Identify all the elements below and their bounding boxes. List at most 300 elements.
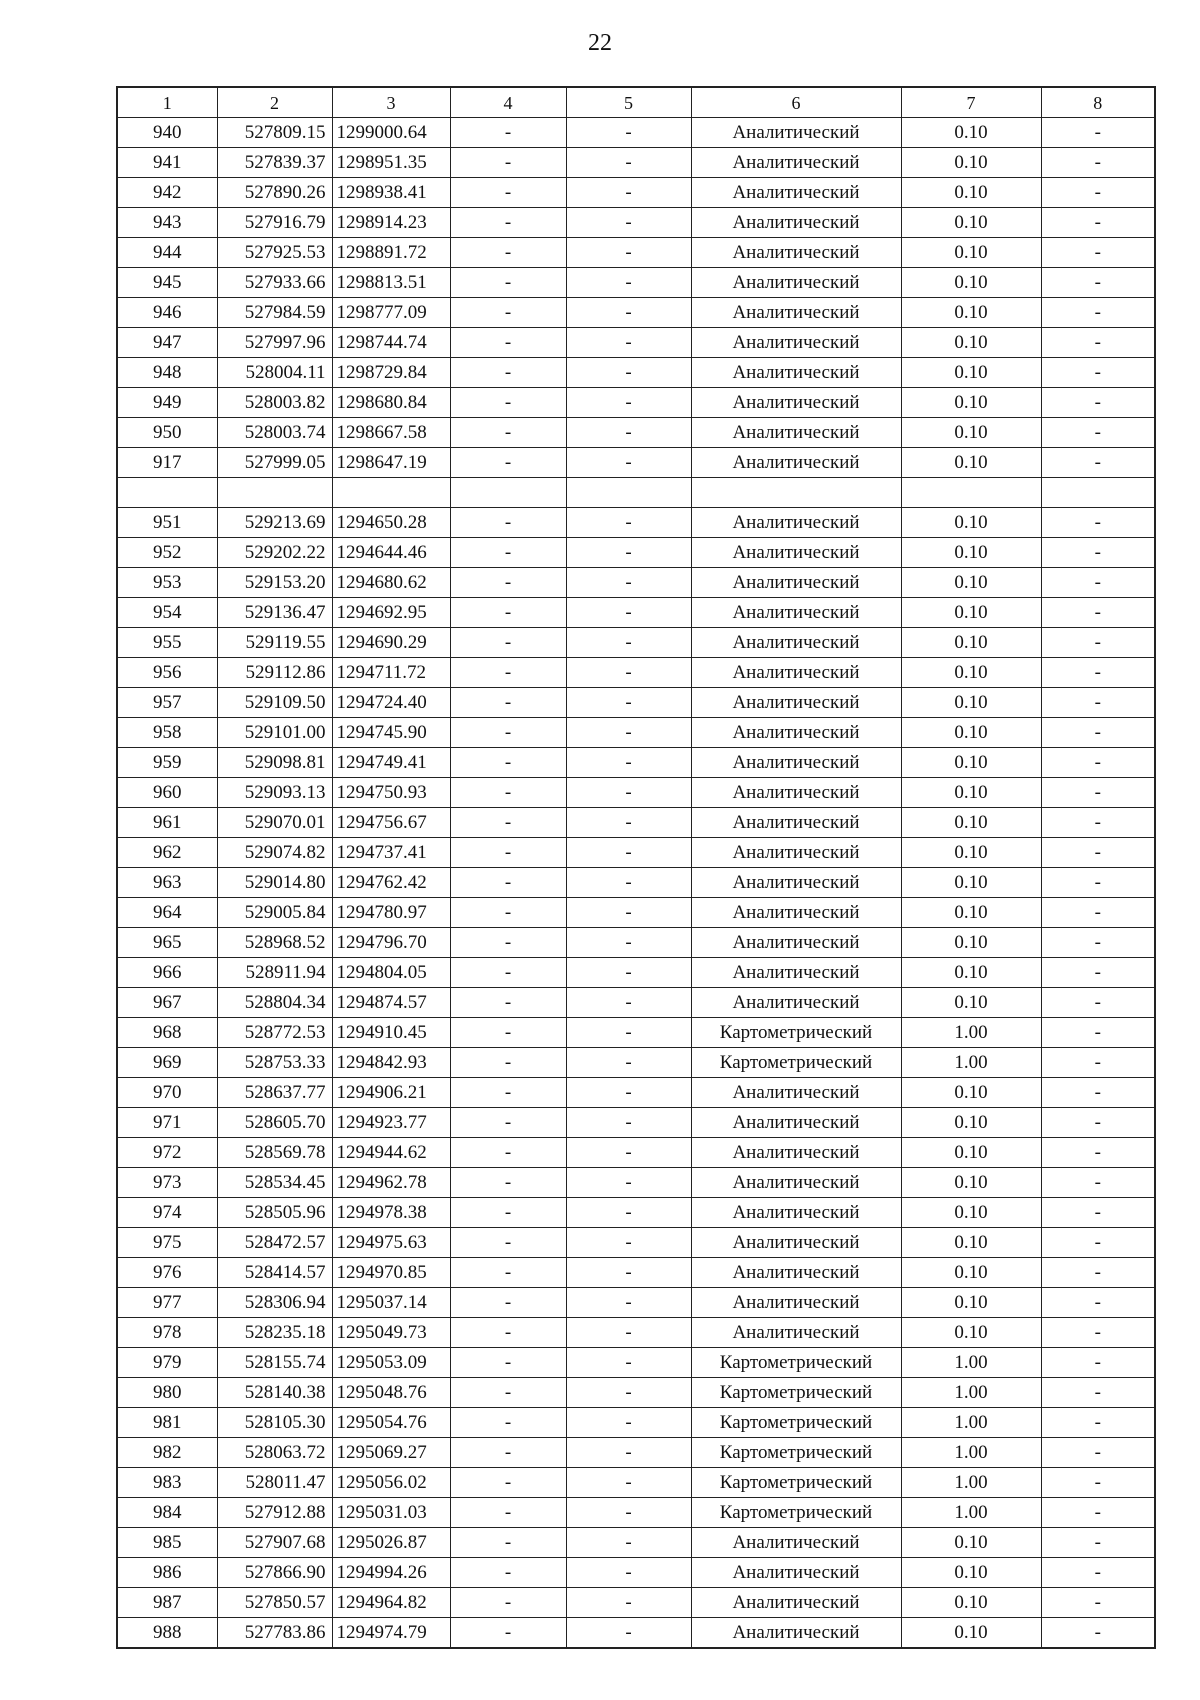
column-5-cell: - (566, 1468, 691, 1498)
column-8-cell: - (1041, 868, 1155, 898)
y-coordinate-cell: 1298647.19 (332, 448, 450, 478)
table-row (117, 1078, 1155, 1108)
y-coordinate-cell: 1294644.46 (332, 538, 450, 568)
method-cell: Картометрический (691, 1408, 901, 1438)
column-4-cell: - (450, 1498, 566, 1528)
y-coordinate-cell: 1298891.72 (332, 238, 450, 268)
column-4-cell: - (450, 1348, 566, 1378)
column-5-cell: - (566, 508, 691, 538)
y-coordinate-cell: 1294724.40 (332, 688, 450, 718)
column-5-cell: - (566, 1588, 691, 1618)
point-number-cell: 963 (117, 868, 217, 898)
column-4-cell: - (450, 898, 566, 928)
method-cell: Аналитический (691, 1168, 901, 1198)
accuracy-cell: 0.10 (901, 688, 1041, 718)
x-coordinate-cell: 528804.34 (217, 988, 332, 1018)
point-number-cell: 987 (117, 1588, 217, 1618)
column-5-cell: - (566, 1438, 691, 1468)
table-row (117, 1588, 1155, 1618)
page-number: 22 (588, 30, 612, 56)
column-header-6: 6 (691, 87, 901, 118)
accuracy-cell: 0.10 (901, 508, 1041, 538)
method-cell: Аналитический (691, 1558, 901, 1588)
column-4-cell: - (450, 1228, 566, 1258)
method-cell: Аналитический (691, 778, 901, 808)
column-8-cell: - (1041, 1138, 1155, 1168)
point-number-cell: 980 (117, 1378, 217, 1408)
column-8-cell: - (1041, 418, 1155, 448)
method-cell: Аналитический (691, 1588, 901, 1618)
y-coordinate-cell: 1295049.73 (332, 1318, 450, 1348)
point-number-cell: 955 (117, 628, 217, 658)
x-coordinate-cell: 528011.47 (217, 1468, 332, 1498)
accuracy-cell: 1.00 (901, 1048, 1041, 1078)
y-coordinate-cell: 1295031.03 (332, 1498, 450, 1528)
x-coordinate-cell: 528414.57 (217, 1258, 332, 1288)
column-5-cell (566, 478, 691, 508)
column-5-cell: - (566, 958, 691, 988)
x-coordinate-cell: 527850.57 (217, 1588, 332, 1618)
y-coordinate-cell: 1298914.23 (332, 208, 450, 238)
accuracy-cell: 0.10 (901, 538, 1041, 568)
x-coordinate-cell: 528003.82 (217, 388, 332, 418)
point-number-cell: 985 (117, 1528, 217, 1558)
x-coordinate-cell: 527916.79 (217, 208, 332, 238)
x-coordinate-cell: 528472.57 (217, 1228, 332, 1258)
column-4-cell: - (450, 658, 566, 688)
accuracy-cell: 0.10 (901, 358, 1041, 388)
point-number-cell: 972 (117, 1138, 217, 1168)
column-5-cell: - (566, 1198, 691, 1228)
table-row (117, 958, 1155, 988)
point-number-cell: 979 (117, 1348, 217, 1378)
column-8-cell: - (1041, 1558, 1155, 1588)
y-coordinate-cell: 1294910.45 (332, 1018, 450, 1048)
method-cell: Картометрический (691, 1048, 901, 1078)
column-8-cell: - (1041, 1228, 1155, 1258)
y-coordinate-cell: 1295037.14 (332, 1288, 450, 1318)
column-8-cell: - (1041, 718, 1155, 748)
accuracy-cell: 0.10 (901, 298, 1041, 328)
method-cell: Аналитический (691, 868, 901, 898)
method-cell: Аналитический (691, 298, 901, 328)
accuracy-cell: 0.10 (901, 118, 1041, 148)
column-8-cell: - (1041, 988, 1155, 1018)
column-8-cell: - (1041, 358, 1155, 388)
y-coordinate-cell: 1294970.85 (332, 1258, 450, 1288)
y-coordinate-cell: 1294978.38 (332, 1198, 450, 1228)
column-8-cell: - (1041, 928, 1155, 958)
point-number-cell: 956 (117, 658, 217, 688)
method-cell (691, 478, 901, 508)
x-coordinate-cell: 527984.59 (217, 298, 332, 328)
accuracy-cell: 0.10 (901, 1198, 1041, 1228)
method-cell: Картометрический (691, 1378, 901, 1408)
point-number-cell: 940 (117, 118, 217, 148)
point-number-cell: 949 (117, 388, 217, 418)
point-number-cell: 962 (117, 838, 217, 868)
y-coordinate-cell: 1295026.87 (332, 1528, 450, 1558)
table-row (117, 1198, 1155, 1228)
table-row (117, 118, 1155, 148)
point-number-cell: 969 (117, 1048, 217, 1078)
method-cell: Аналитический (691, 208, 901, 238)
y-coordinate-cell: 1298951.35 (332, 148, 450, 178)
y-coordinate-cell (332, 478, 450, 508)
x-coordinate-cell: 529074.82 (217, 838, 332, 868)
column-4-cell: - (450, 868, 566, 898)
column-4-cell: - (450, 508, 566, 538)
method-cell: Аналитический (691, 748, 901, 778)
table-row (117, 898, 1155, 928)
table-row (117, 1468, 1155, 1498)
column-4-cell: - (450, 838, 566, 868)
column-4-cell: - (450, 1318, 566, 1348)
method-cell: Картометрический (691, 1438, 901, 1468)
column-5-cell: - (566, 448, 691, 478)
table-row (117, 1528, 1155, 1558)
table-row (117, 988, 1155, 1018)
table-row (117, 388, 1155, 418)
column-5-cell: - (566, 1288, 691, 1318)
point-number-cell: 942 (117, 178, 217, 208)
table-row (117, 538, 1155, 568)
column-4-cell: - (450, 538, 566, 568)
accuracy-cell: 0.10 (901, 1318, 1041, 1348)
accuracy-cell: 1.00 (901, 1018, 1041, 1048)
method-cell: Картометрический (691, 1348, 901, 1378)
column-5-cell: - (566, 1228, 691, 1258)
accuracy-cell (901, 478, 1041, 508)
accuracy-cell: 0.10 (901, 868, 1041, 898)
column-header-8: 8 (1041, 87, 1155, 118)
x-coordinate-cell: 529112.86 (217, 658, 332, 688)
table-row (117, 238, 1155, 268)
table-row (117, 718, 1155, 748)
y-coordinate-cell: 1294923.77 (332, 1108, 450, 1138)
column-4-cell: - (450, 628, 566, 658)
column-8-cell: - (1041, 898, 1155, 928)
y-coordinate-cell: 1298813.51 (332, 268, 450, 298)
table-row (117, 508, 1155, 538)
table-row (117, 298, 1155, 328)
method-cell: Аналитический (691, 958, 901, 988)
column-5-cell: - (566, 1258, 691, 1288)
point-number-cell: 951 (117, 508, 217, 538)
column-5-cell: - (566, 1528, 691, 1558)
y-coordinate-cell: 1294944.62 (332, 1138, 450, 1168)
x-coordinate-cell: 528004.11 (217, 358, 332, 388)
method-cell: Аналитический (691, 1528, 901, 1558)
column-5-cell: - (566, 1378, 691, 1408)
accuracy-cell: 0.10 (901, 718, 1041, 748)
accuracy-cell: 0.10 (901, 238, 1041, 268)
column-5-cell: - (566, 118, 691, 148)
x-coordinate-cell: 527925.53 (217, 238, 332, 268)
column-5-cell: - (566, 178, 691, 208)
column-4-cell: - (450, 1378, 566, 1408)
x-coordinate-cell: 528140.38 (217, 1378, 332, 1408)
accuracy-cell: 0.10 (901, 988, 1041, 1018)
column-4-cell: - (450, 418, 566, 448)
y-coordinate-cell: 1294975.63 (332, 1228, 450, 1258)
column-4-cell: - (450, 688, 566, 718)
column-5-cell: - (566, 808, 691, 838)
x-coordinate-cell: 528003.74 (217, 418, 332, 448)
x-coordinate-cell: 528105.30 (217, 1408, 332, 1438)
x-coordinate-cell: 527997.96 (217, 328, 332, 358)
method-cell: Аналитический (691, 658, 901, 688)
accuracy-cell: 0.10 (901, 1618, 1041, 1649)
method-cell: Аналитический (691, 418, 901, 448)
table-row (117, 1558, 1155, 1588)
column-5-cell: - (566, 298, 691, 328)
column-8-cell: - (1041, 1318, 1155, 1348)
column-4-cell: - (450, 1108, 566, 1138)
column-8-cell: - (1041, 778, 1155, 808)
method-cell: Аналитический (691, 358, 901, 388)
coordinates-table (116, 86, 1156, 1649)
point-number-cell: 983 (117, 1468, 217, 1498)
column-4-cell: - (450, 1438, 566, 1468)
accuracy-cell: 1.00 (901, 1378, 1041, 1408)
x-coordinate-cell: 528569.78 (217, 1138, 332, 1168)
column-8-cell: - (1041, 328, 1155, 358)
column-8-cell: - (1041, 178, 1155, 208)
accuracy-cell: 0.10 (901, 808, 1041, 838)
point-number-cell: 941 (117, 148, 217, 178)
point-number-cell: 981 (117, 1408, 217, 1438)
x-coordinate-cell: 529136.47 (217, 598, 332, 628)
column-5-cell: - (566, 838, 691, 868)
y-coordinate-cell: 1294680.62 (332, 568, 450, 598)
column-8-cell: - (1041, 1348, 1155, 1378)
point-number-cell: 943 (117, 208, 217, 238)
column-5-cell: - (566, 868, 691, 898)
table-row (117, 448, 1155, 478)
column-4-cell: - (450, 778, 566, 808)
accuracy-cell: 0.10 (901, 1558, 1041, 1588)
x-coordinate-cell: 529119.55 (217, 628, 332, 658)
column-8-cell (1041, 478, 1155, 508)
x-coordinate-cell: 529098.81 (217, 748, 332, 778)
y-coordinate-cell: 1298667.58 (332, 418, 450, 448)
accuracy-cell: 0.10 (901, 1588, 1041, 1618)
column-4-cell: - (450, 1528, 566, 1558)
accuracy-cell: 0.10 (901, 778, 1041, 808)
accuracy-cell: 0.10 (901, 1078, 1041, 1108)
column-5-cell: - (566, 658, 691, 688)
y-coordinate-cell: 1294690.29 (332, 628, 450, 658)
method-cell: Аналитический (691, 598, 901, 628)
column-4-cell: - (450, 1468, 566, 1498)
point-number-cell: 964 (117, 898, 217, 928)
column-5-cell: - (566, 358, 691, 388)
y-coordinate-cell: 1295053.09 (332, 1348, 450, 1378)
column-5-cell: - (566, 928, 691, 958)
x-coordinate-cell: 529101.00 (217, 718, 332, 748)
table-row (117, 628, 1155, 658)
method-cell: Аналитический (691, 1288, 901, 1318)
accuracy-cell: 0.10 (901, 1288, 1041, 1318)
column-8-cell: - (1041, 598, 1155, 628)
column-8-cell: - (1041, 1078, 1155, 1108)
x-coordinate-cell: 527809.15 (217, 118, 332, 148)
point-number-cell: 976 (117, 1258, 217, 1288)
y-coordinate-cell: 1299000.64 (332, 118, 450, 148)
y-coordinate-cell: 1294780.97 (332, 898, 450, 928)
column-8-cell: - (1041, 958, 1155, 988)
column-8-cell: - (1041, 568, 1155, 598)
column-4-cell: - (450, 1168, 566, 1198)
accuracy-cell: 0.10 (901, 1138, 1041, 1168)
y-coordinate-cell: 1294796.70 (332, 928, 450, 958)
column-8-cell: - (1041, 1528, 1155, 1558)
column-4-cell: - (450, 388, 566, 418)
y-coordinate-cell: 1294974.79 (332, 1618, 450, 1649)
column-4-cell: - (450, 1588, 566, 1618)
table-row (117, 568, 1155, 598)
table-row (117, 1258, 1155, 1288)
accuracy-cell: 0.10 (901, 658, 1041, 688)
column-5-cell: - (566, 1168, 691, 1198)
point-number-cell: 986 (117, 1558, 217, 1588)
column-4-cell: - (450, 148, 566, 178)
column-8-cell: - (1041, 1468, 1155, 1498)
accuracy-cell: 0.10 (901, 1168, 1041, 1198)
column-8-cell: - (1041, 118, 1155, 148)
accuracy-cell: 0.10 (901, 898, 1041, 928)
column-5-cell: - (566, 598, 691, 628)
column-8-cell: - (1041, 1588, 1155, 1618)
column-8-cell: - (1041, 838, 1155, 868)
column-8-cell: - (1041, 268, 1155, 298)
point-number-cell: 977 (117, 1288, 217, 1318)
y-coordinate-cell: 1294745.90 (332, 718, 450, 748)
column-4-cell: - (450, 208, 566, 238)
y-coordinate-cell: 1295048.76 (332, 1378, 450, 1408)
column-5-cell: - (566, 328, 691, 358)
column-5-cell: - (566, 1618, 691, 1649)
x-coordinate-cell: 528534.45 (217, 1168, 332, 1198)
y-coordinate-cell: 1294756.67 (332, 808, 450, 838)
table-row (117, 1618, 1155, 1649)
point-number-cell: 917 (117, 448, 217, 478)
point-number-cell: 950 (117, 418, 217, 448)
column-header-7: 7 (901, 87, 1041, 118)
column-header-3: 3 (332, 87, 450, 118)
method-cell: Аналитический (691, 1138, 901, 1168)
y-coordinate-cell: 1294750.93 (332, 778, 450, 808)
accuracy-cell: 1.00 (901, 1498, 1041, 1528)
accuracy-cell: 0.10 (901, 268, 1041, 298)
table-row (117, 1348, 1155, 1378)
accuracy-cell: 0.10 (901, 838, 1041, 868)
x-coordinate-cell: 528505.96 (217, 1198, 332, 1228)
table-row (117, 1048, 1155, 1078)
y-coordinate-cell: 1298744.74 (332, 328, 450, 358)
column-8-cell: - (1041, 1438, 1155, 1468)
column-5-cell: - (566, 718, 691, 748)
x-coordinate-cell: 528772.53 (217, 1018, 332, 1048)
table-row (117, 1498, 1155, 1528)
y-coordinate-cell: 1294650.28 (332, 508, 450, 538)
point-number-cell: 944 (117, 238, 217, 268)
accuracy-cell: 0.10 (901, 208, 1041, 238)
method-cell: Аналитический (691, 1078, 901, 1108)
method-cell: Аналитический (691, 388, 901, 418)
column-8-cell: - (1041, 238, 1155, 268)
method-cell: Аналитический (691, 328, 901, 358)
column-8-cell: - (1041, 1108, 1155, 1138)
y-coordinate-cell: 1294762.42 (332, 868, 450, 898)
column-5-cell: - (566, 1078, 691, 1108)
point-number-cell: 978 (117, 1318, 217, 1348)
point-number-cell: 948 (117, 358, 217, 388)
column-8-cell: - (1041, 298, 1155, 328)
method-cell: Картометрический (691, 1468, 901, 1498)
x-coordinate-cell: 528753.33 (217, 1048, 332, 1078)
column-4-cell: - (450, 298, 566, 328)
column-header-2: 2 (217, 87, 332, 118)
column-5-cell: - (566, 1018, 691, 1048)
column-4-cell: - (450, 1258, 566, 1288)
method-cell: Аналитический (691, 238, 901, 268)
point-number-cell: 945 (117, 268, 217, 298)
column-5-cell: - (566, 628, 691, 658)
column-8-cell: - (1041, 1258, 1155, 1288)
method-cell: Картометрический (691, 1018, 901, 1048)
column-4-cell: - (450, 808, 566, 838)
x-coordinate-cell: 529153.20 (217, 568, 332, 598)
column-8-cell: - (1041, 1498, 1155, 1528)
point-number-cell: 975 (117, 1228, 217, 1258)
x-coordinate-cell: 528235.18 (217, 1318, 332, 1348)
column-8-cell: - (1041, 628, 1155, 658)
x-coordinate-cell: 528911.94 (217, 958, 332, 988)
accuracy-cell: 0.10 (901, 418, 1041, 448)
accuracy-cell: 1.00 (901, 1438, 1041, 1468)
point-number-cell: 946 (117, 298, 217, 328)
column-5-cell: - (566, 1348, 691, 1378)
method-cell: Аналитический (691, 538, 901, 568)
x-coordinate-cell (217, 478, 332, 508)
y-coordinate-cell: 1294906.21 (332, 1078, 450, 1108)
accuracy-cell: 1.00 (901, 1348, 1041, 1378)
table-row (117, 838, 1155, 868)
table-row (117, 418, 1155, 448)
point-number-cell: 957 (117, 688, 217, 718)
method-cell: Аналитический (691, 1258, 901, 1288)
method-cell: Аналитический (691, 1228, 901, 1258)
x-coordinate-cell: 527907.68 (217, 1528, 332, 1558)
x-coordinate-cell: 527933.66 (217, 268, 332, 298)
column-4-cell: - (450, 358, 566, 388)
table-row (117, 1288, 1155, 1318)
y-coordinate-cell: 1294804.05 (332, 958, 450, 988)
x-coordinate-cell: 529109.50 (217, 688, 332, 718)
y-coordinate-cell: 1294737.41 (332, 838, 450, 868)
column-5-cell: - (566, 688, 691, 718)
y-coordinate-cell: 1294842.93 (332, 1048, 450, 1078)
column-8-cell: - (1041, 1048, 1155, 1078)
column-8-cell: - (1041, 1378, 1155, 1408)
column-4-cell (450, 478, 566, 508)
accuracy-cell: 0.10 (901, 388, 1041, 418)
x-coordinate-cell: 527999.05 (217, 448, 332, 478)
column-5-cell: - (566, 568, 691, 598)
column-4-cell: - (450, 958, 566, 988)
